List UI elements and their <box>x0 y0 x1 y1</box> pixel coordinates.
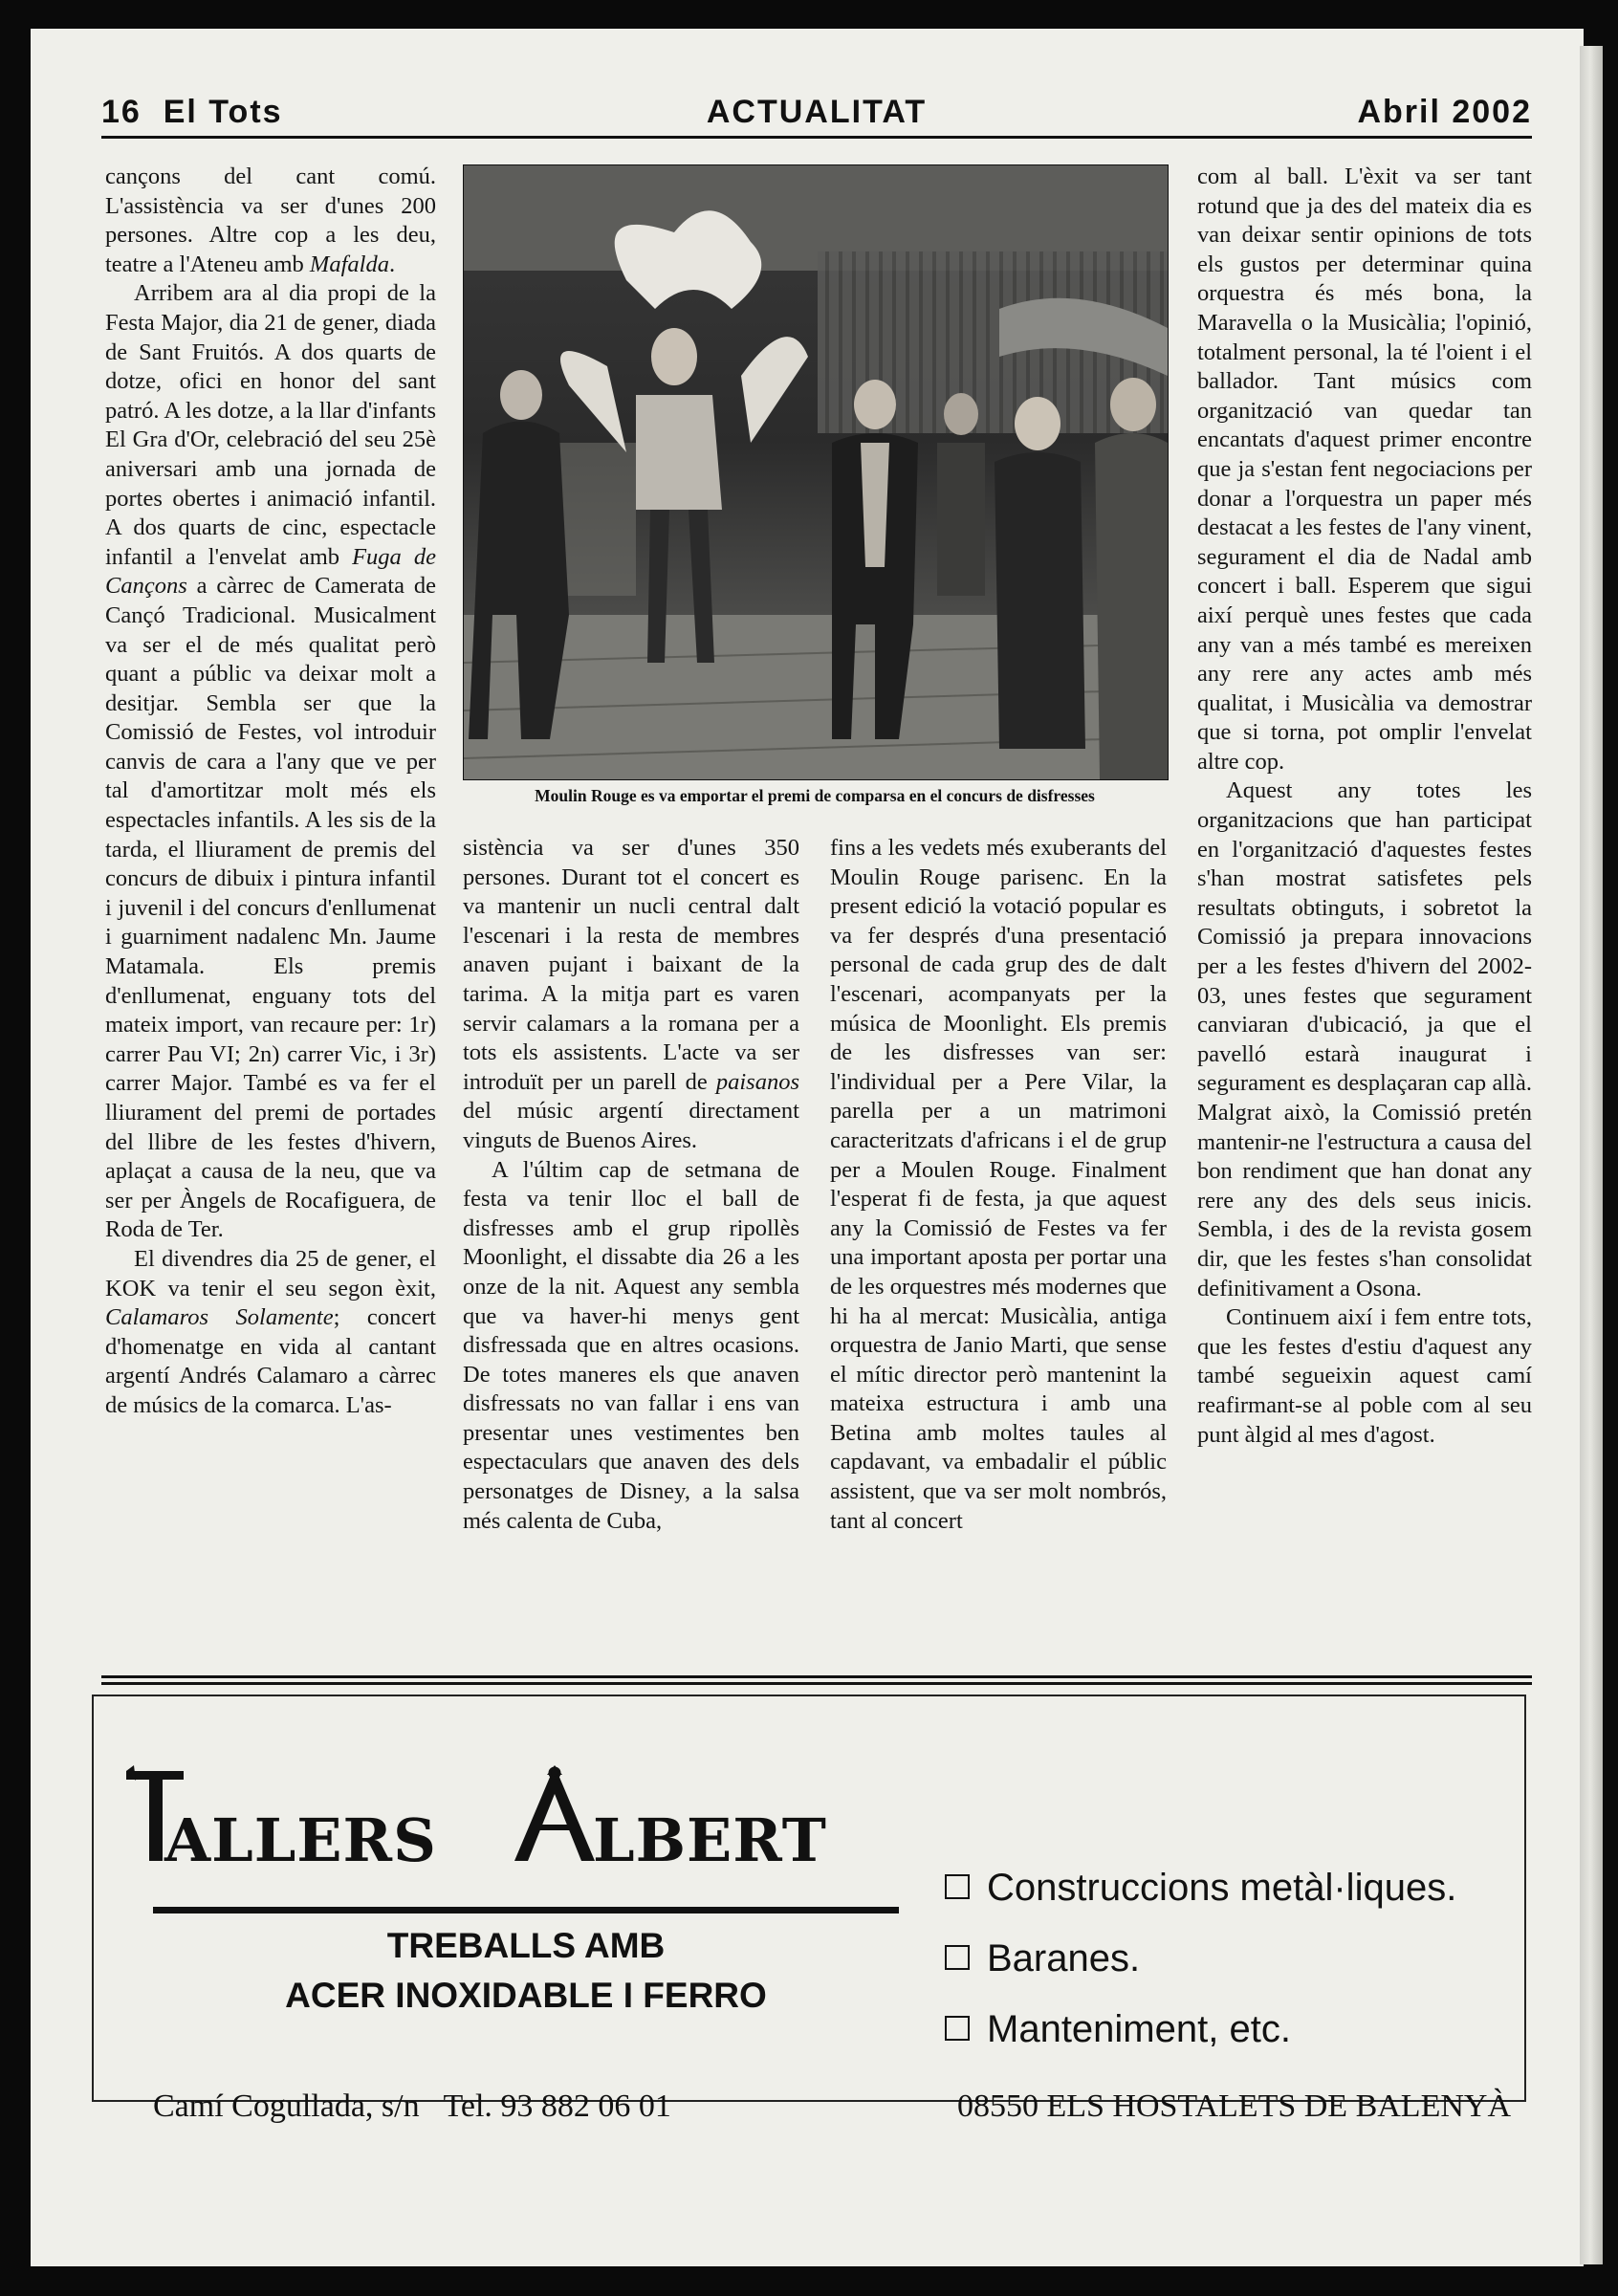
tagline-line-2: ACER INOXIDABLE I FERRO <box>285 1976 767 2015</box>
paragraph <box>105 1245 436 1421</box>
paragraph <box>105 279 436 1245</box>
article-photo <box>463 164 1169 780</box>
street-address-phone: Camí Cogullada, s/n Tel. 93 882 06 01 <box>153 2088 671 2124</box>
text: ; concert d'homenatge en vida al cantant argentí Andrés Calamaro a càrrec de músics de la comarca. L'as- <box>105 1304 436 1418</box>
brand-word-albert: LBERT <box>593 1805 827 1870</box>
checkbox-icon <box>945 1874 970 1899</box>
advertisement <box>92 1695 1526 2124</box>
issue-date: Abril 2002 <box>1357 94 1532 130</box>
text: Arribem ara al dia propi de la Festa Major, dia 21 de gener, diada de Sant Fruitós. A dos quarts de dotze, ofici en honor del sant patró. A les dotze, a la llar d'infants El Gra d'Or, celebració del seu 25è aniversari amb una jornada de portes obertes i animació infantil. A dos quarts de cinc, espectacle infantil a l'envelat amb <box>105 280 436 570</box>
paragraph: Continuem així i fem entre tots, que les festes d'estiu d'aquest any també segueixin aquest camí reafirmant-se al poble com al seu punt àlgid al mes d'agost. <box>1197 1304 1532 1448</box>
text: del músic argentí directament vinguts de Buenos Aires. <box>463 1098 799 1153</box>
text: sistència va ser d'unes 350 persones. Durant tot el concert es va mantenir un nucli central dalt l'escenari i la resta de membres anaven pujant i baixant de la tarima. A la mitja part es varen servir calamars a la romana per a tots els assistents. L'acte va ser introduït per un parell de <box>463 835 799 1095</box>
text: . <box>388 251 396 277</box>
brand-word-tallers: ALLERS <box>164 1805 437 1870</box>
page-edge <box>1580 46 1603 2264</box>
text: cançons del cant comú. L'assistència va ser d'unes 200 persones. Altre cop a les deu, teatre a l'Ateneu amb <box>105 164 436 277</box>
checkbox-icon <box>945 2016 970 2041</box>
postal-town: 08550 ELS HOSTALETS DE BALENYÀ <box>956 2088 1511 2124</box>
service-item <box>945 2008 1456 2079</box>
paragraph: com al ball. L'èxit va ser tant rotund que ja des del mateix dia es van deixar sentir opinions de tots els gustos per determinar quina orquestra és més bona, la Maravella o la Musicàlia; l'opinió, totalment personal, la té l'oient i el ballador. Tant músics com organització van quedar tan encantats d'aquest primer encontre que ja s'estan fent negociacions per donar a l'orquestra un paper més destacat a les festes de l'any vinent, segurament el dia de Nadal amb concert i ball. Esperem que sigui així perquè unes festes que cada any van a més també es mereixen any rere any actes amb més qualitat, i Musicàlia va demostrar que si torna, pot omplir l'envelat altre cop. <box>1197 164 1532 775</box>
brand-logo <box>126 1765 1006 1870</box>
page-header <box>101 94 1532 136</box>
show-title: Mafalda <box>309 251 389 277</box>
section-title: ACTUALITAT <box>706 94 928 130</box>
paragraph: Aquest any totes les organitzacions que han participat en l'organització d'aquestes festes s'han mostrat satisfetes pels resultats obtinguts, i sobretot la Comissió ja prepara innovacions per a les festes d'hivern del 2002-03, unes festes que segurament canviaran d'ubicació, ja que el pavelló estarà inaugurat i segurament es desplaçaran cap allà. Malgrat això, la Comissió pretén mantenir-ne l'estructura a causa del bon rendiment que han donat any rere any des dels seus inicis. Sembla, i des de la revista gosem dir, que les festes s'han consolidat definitivament a Osona. <box>1197 777 1532 1301</box>
article-end-rule <box>101 1675 1532 1678</box>
service-label: Construccions metàl·liques. <box>987 1867 1457 1909</box>
tagline-line-1: TREBALLS AMB <box>386 1926 666 1965</box>
paragraph: A l'últim cap de setmana de festa va tenir lloc el ball de disfresses amb el grup ripollès Moonlight, el dissabte dia 26 a les onze de la nit. Aquest any sembla que va haver-hi menys gent disfressada que en altres ocasions. De totes maneres els que anaven disfressats no van fallar i ens van presentar unes vestimentes ben espectaculars que anaven des dels personatges de Disney, a la salsa més calenta de Cuba, <box>463 1156 799 1534</box>
show-title: Calamaros Solamente <box>105 1304 334 1331</box>
article-column-4 <box>1197 163 1532 1450</box>
publication-name: El Tots <box>163 94 283 130</box>
service-label: Manteniment, etc. <box>987 2008 1291 2050</box>
paragraph: fins a les vedets més exuberants del Moulin Rouge parisenc. En la present edició la votació popular es va fer després d'una presentació personal de cada grup des de dalt l'escenari, acompanyats per la música de Moonlight. Els premis de les disfresses van ser: l'individual per a Pere Vilar, la parella per a un matrimoni caracteritzats d'africans i el de grup per a Moulen Rouge. Finalment l'esperat fi de festa, ja que aquest any la Comissió de Festes va fer una important aposta per portar una de les orquestres més modernes que hi ha al mercat: Musicàlia, antiga orquestra de Janio Marti, que sense el mític director però mantenint la mateixa estructura i amb una Betina amb moltes taules al capdavant, va embadalir el públic assistent, que va ser molt nombrós, tant al concert <box>830 835 1167 1534</box>
tallers-albert-logo <box>126 1765 1006 1870</box>
show-title: Fuga de Cançons <box>105 543 436 600</box>
article-end-rule-2 <box>101 1682 1532 1685</box>
service-item <box>945 1867 1456 1937</box>
services-list <box>945 1867 1456 2079</box>
article-column-1 <box>105 163 436 1421</box>
text: El divendres dia 25 de gener, el KOK va tenir el seu segon èxit, <box>105 1245 436 1301</box>
article-column-2 <box>463 834 799 1536</box>
text: a càrrec de Camerata de Cançó Tradicional. Musicalment va ser el de més qualitat però quant a públic va deixar molt a desitjar. Sembla ser que la Comissió de Festes, vol introduir canvis de cara a l'any que ve per tal d'amortitzar molt més els espectacles infantils. A les sis de la tarda, el lliurament de premis del concurs de dibuix i pintura infantil i juvenil i del concurs d'enllumenat i guarniment nadalenc Mn. Jaume Matamala. Els premis d'enllumenat, enguany tots del mateix import, van recaure per: 1r) carrer Pau VI; 2n) carrer Vic, i 3r) carrer Major. També es va fer el lliurament del premi de portades del llibre de les festes d'hivern, aplaçat a causa de la neu, que va ser per Àngels de Rocafiguera, de Roda de Ter. <box>105 573 436 1243</box>
paragraph <box>463 834 799 1156</box>
header-rule <box>101 136 1532 139</box>
service-item <box>945 1937 1456 2008</box>
paragraph <box>105 163 436 279</box>
brand-underline <box>153 1907 899 1913</box>
page-number: 16 <box>101 94 142 130</box>
article-column-3 <box>830 834 1167 1536</box>
photo-caption: Moulin Rouge es va emportar el premi de comparsa en el concurs de disfresses <box>535 786 1095 805</box>
checkbox-icon <box>945 1945 970 1970</box>
service-label: Baranes. <box>987 1937 1141 1979</box>
italic-word: paisanos <box>715 1068 799 1095</box>
costume-party-photo <box>464 165 1168 779</box>
